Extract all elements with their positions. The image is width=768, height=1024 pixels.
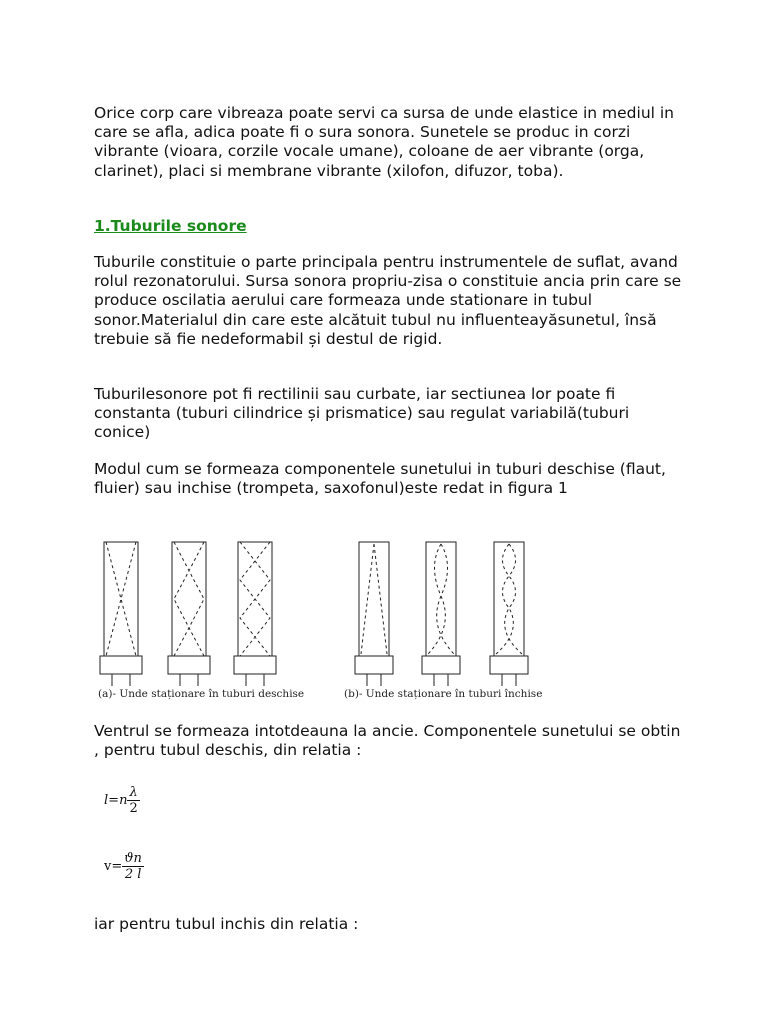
closed-tube-2 <box>422 542 460 686</box>
formula-length-denominator: 2 <box>129 801 138 816</box>
open-tube-1 <box>100 542 142 686</box>
closed-tube-paragraph: iar pentru tubul inchis din relatia : <box>94 915 359 933</box>
formula-length-numerator: λ <box>127 785 139 801</box>
closed-tube-1 <box>355 542 393 686</box>
formula-length-lhs: l <box>104 793 109 808</box>
formula-length <box>104 785 140 816</box>
formula-frequency-lhs: v <box>104 859 112 874</box>
tube-shapes-paragraph: Tuburilesonore pot fi rectilinii sau curbate, iar sectiunea lor poate fi constanta (tuburi cilindrice și prismatice) sau regulat variabilă(tuburi conice) <box>94 385 630 442</box>
caption-closed-tubes: (b)- Unde staționare în tuburi închise <box>344 688 543 700</box>
intro-paragraph: Orice corp care vibreaza poate servi ca sursa de unde elastice in mediul in care se afla, adica poate fi o sura sonora. Sunetele se produc in corzi vibrante (vioara, corzile vocale umane), coloane de aer vibrante (orga, clarinet), placi si membrane vibrante (xilofon, difuzor, toba). <box>94 104 675 180</box>
formula-length-fraction <box>127 785 139 816</box>
open-tube-3 <box>234 542 276 686</box>
formula-frequency-numerator: ϑn <box>124 851 142 866</box>
ventral-paragraph: Ventrul se formeaza intotdeauna la ancie. Componentele sunetului se obtin , pentru tubul deschis, din relatia : <box>94 722 681 760</box>
caption-open-tubes: (a)- Unde staționare în tuburi deschise <box>98 688 305 700</box>
open-tube-2 <box>168 542 210 686</box>
formula-frequency-denominator: 2 l <box>124 867 142 882</box>
closed-tube-3 <box>490 542 528 686</box>
formula-frequency <box>104 851 144 882</box>
tubes-paragraph: Tuburile constituie o parte principala pentru instrumentele de suflat, avand rolul rezonatorului. Sursa sonora propriu-zisa o constituie ancia prin care se produce oscilatia aerului care formeaza unde stationare in tubul sonor.Materialul din care este alcătuit tubul nu influenteayăsunetul, însă trebuie să fie nedeformabil și destul de rigid. <box>94 253 682 348</box>
figure-intro-paragraph: Modul cum se formeaza componentele sunetului in tuburi deschise (flaut, fluier) sau inchise (trompeta, saxofonul)este redat in figura 1 <box>94 460 666 498</box>
formula-frequency-fraction <box>122 851 144 882</box>
section-heading: 1.Tuburile sonore <box>94 217 247 235</box>
standing-waves-figure <box>96 536 546 706</box>
formula-length-eq: = <box>108 793 120 808</box>
formula-length-coef: n <box>119 793 128 808</box>
formula-frequency-eq: = <box>111 859 123 874</box>
